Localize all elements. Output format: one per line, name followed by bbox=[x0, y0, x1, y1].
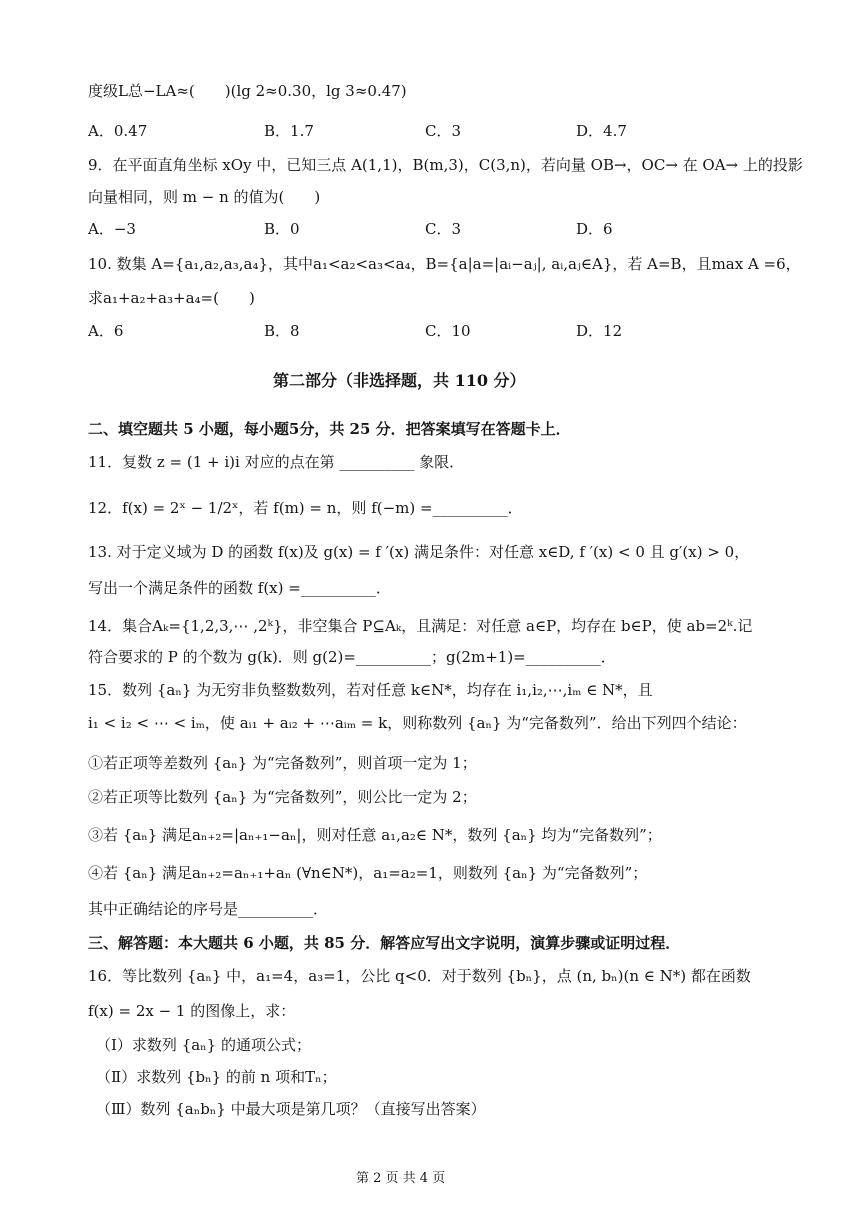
q9-option-c: C．3 bbox=[425, 220, 462, 238]
part2-title: 第二部分（非选择题，共 110 分） bbox=[273, 371, 526, 390]
q16-line1: 16．等比数列 {aₙ} 中，a₁=4，a₃=1，公比 q<0．对于数列 {bₙ}，点 (n, bₙ)(n ∈ N*) 都在函数 bbox=[88, 967, 751, 985]
q13-line1: 13. 对于定义域为 D 的函数 f(x)及 g(x) = f ′(x) 满足条件：对任意 x∈D, f ′(x) < 0 且 g′(x) > 0， bbox=[88, 543, 750, 561]
q10-option-a: A．6 bbox=[88, 322, 124, 340]
q10-options bbox=[88, 320, 788, 342]
q15-ask: 其中正确结论的序号是__________． bbox=[88, 900, 329, 918]
q15-conclusion-3: ③若 {aₙ} 满足aₙ₊₂=|aₙ₊₁−aₙ|，则对任意 a₁,a₂∈ N*，数列 {aₙ} 均为“完备数列”； bbox=[88, 826, 662, 844]
q15-conclusion-4: ④若 {aₙ} 满足aₙ₊₂=aₙ₊₁+aₙ (∀n∈N*)，a₁=a₂=1，则数列 {aₙ} 为“完备数列”； bbox=[88, 864, 648, 882]
section3-heading: 三、解答题：本大题共 6 小题，共 85 分．解答应写出文字说明，演算步骤或证明过程． bbox=[88, 934, 681, 952]
q8-option-c: C．3 bbox=[425, 122, 462, 140]
q15-conclusion-2: ②若正项等比数列 {aₙ} 为“完备数列”，则公比一定为 2； bbox=[88, 788, 477, 806]
q15-conclusion-1: ①若正项等差数列 {aₙ} 为“完备数列”，则首项一定为 1； bbox=[88, 754, 477, 772]
q10-line1: 10. 数集 A={a₁,a₂,a₃,a₄}，其中a₁<a₂<a₃<a₄，B={a|a=|aᵢ−aⱼ|, aᵢ,aⱼ∈A}，若 A=B，且max A =6， bbox=[88, 255, 801, 273]
q8-option-a: A．0.47 bbox=[88, 122, 148, 140]
page-number: 第 2 页 共 4 页 bbox=[356, 1171, 446, 1186]
q9-options bbox=[88, 218, 788, 240]
q8-option-b: B．1.7 bbox=[264, 122, 314, 140]
q9-line2: 向量相同，则 m − n 的值为( ) bbox=[88, 188, 321, 206]
q8-options bbox=[88, 120, 788, 142]
q10-line2: 求a₁+a₂+a₃+a₄=( ) bbox=[88, 289, 255, 307]
q13-line2: 写出一个满足条件的函数 f(x) =__________． bbox=[88, 579, 391, 597]
q8-stem-tail: 度级L总−LA≈( )(lg 2≈0.30，lg 3≈0.47) bbox=[88, 82, 407, 100]
q14-line1: 14．集合Aₖ={1,2,3,⋯ ,2ᵏ}，非空集合 P⊆Aₖ，且满足：对任意 a∈P，均存在 b∈P，使 ab=2ᵏ.记 bbox=[88, 617, 753, 635]
q15-line2: i₁ < i₂ < ⋯ < iₘ，使 aᵢ₁ + aᵢ₂ + ⋯aᵢₘ = k，则称数列 {aₙ} 为“完备数列”．给出下列四个结论： bbox=[88, 714, 747, 732]
q9-option-b: B．0 bbox=[264, 220, 300, 238]
q15-line1: 15．数列 {aₙ} 为无穷非负整数数列，若对任意 k∈N*，均存在 i₁,i₂,⋯,iₘ ∈ N*，且 bbox=[88, 681, 653, 699]
q16-line2: f(x) = 2x − 1 的图像上，求： bbox=[88, 1002, 296, 1020]
q16-part3: （Ⅲ）数列 {aₙbₙ} 中最大项是第几项？（直接写出答案） bbox=[96, 1100, 486, 1118]
q12: 12．f(x) = 2ˣ − 1/2ˣ，若 f(m) = n，则 f(−m) =__________． bbox=[88, 499, 523, 517]
q16-part2: （Ⅱ）求数列 {bₙ} 的前 n 项和Tₙ； bbox=[96, 1068, 337, 1086]
q9-option-a: A．−3 bbox=[88, 220, 136, 238]
q9-option-d: D．6 bbox=[576, 220, 613, 238]
q10-option-d: D．12 bbox=[576, 322, 623, 340]
section2-heading: 二、填空题共 5 小题，每小题5分，共 25 分．把答案填写在答题卡上． bbox=[88, 420, 571, 438]
q10-option-b: B．8 bbox=[264, 322, 300, 340]
q16-part1: （Ⅰ）求数列 {aₙ} 的通项公式； bbox=[96, 1036, 311, 1054]
q9-line1: 9．在平面直角坐标 xOy 中，已知三点 A(1,1)，B(m,3)，C(3,n)，若向量 OB→，OC→ 在 OA→ 上的投影 bbox=[88, 156, 803, 174]
q11: 11．复数 z = (1 + i)i 对应的点在第 __________ 象限． bbox=[88, 453, 465, 471]
q8-option-d: D．4.7 bbox=[576, 122, 627, 140]
q10-option-c: C．10 bbox=[425, 322, 471, 340]
q14-line2: 符合要求的 P 的个数为 g(k)．则 g(2)=__________；g(2m+1)=__________． bbox=[88, 648, 616, 666]
